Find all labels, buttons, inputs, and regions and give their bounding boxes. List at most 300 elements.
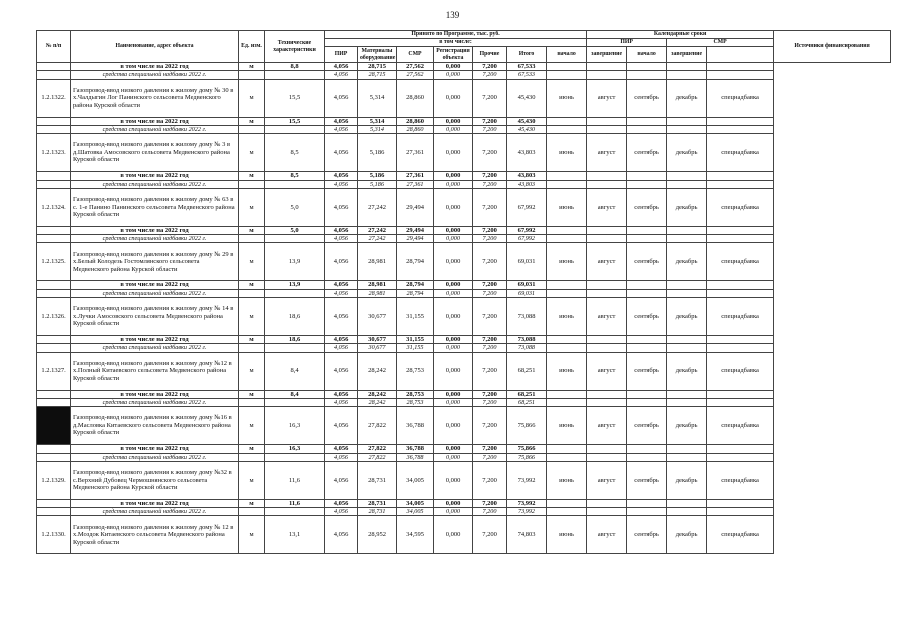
total-cell: 68,251 xyxy=(507,399,547,407)
other-cell: 7,200 xyxy=(473,126,507,134)
object-row xyxy=(37,134,891,172)
empty-cell xyxy=(265,289,325,297)
reg-cell: 0,000 xyxy=(434,117,473,125)
smr-start-cell: сентябрь xyxy=(627,407,667,445)
reg-cell: 0,000 xyxy=(434,297,473,335)
empty-cell xyxy=(707,453,774,461)
reg-cell: 0,000 xyxy=(434,235,473,243)
unit-cell: м xyxy=(239,243,265,281)
fund-label: средства специальной надбавки 2022 г. xyxy=(71,453,239,461)
table-header xyxy=(37,31,891,63)
empty-cell xyxy=(547,445,587,453)
mat-cell: 28,715 xyxy=(358,71,397,79)
header-smr-start: начало xyxy=(627,47,667,63)
smr-start-cell: сентябрь xyxy=(627,352,667,390)
pir-end-cell: август xyxy=(587,134,627,172)
empty-cell xyxy=(587,499,627,507)
empty-cell xyxy=(627,289,667,297)
pir-cell: 4,056 xyxy=(325,226,358,234)
empty-cell xyxy=(37,226,71,234)
empty-cell xyxy=(667,63,707,71)
object-row xyxy=(37,243,891,281)
empty-cell xyxy=(707,226,774,234)
pir-end-cell: август xyxy=(587,188,627,226)
unit-cell: м xyxy=(239,226,265,234)
fund-label: средства специальной надбавки 2022 г. xyxy=(71,344,239,352)
pir-end-cell: август xyxy=(587,297,627,335)
smr-end-cell: декабрь xyxy=(667,407,707,445)
redacted-block xyxy=(37,407,71,445)
tech-cell: 13,9 xyxy=(265,281,325,289)
empty-cell xyxy=(587,63,627,71)
smr-cell: 27,361 xyxy=(397,180,434,188)
mat-cell: 28,242 xyxy=(358,390,397,398)
unit-cell: м xyxy=(239,335,265,343)
empty-cell xyxy=(547,499,587,507)
object-row xyxy=(37,461,891,499)
smr-cell: 28,753 xyxy=(397,390,434,398)
empty-cell xyxy=(667,335,707,343)
empty-cell xyxy=(627,180,667,188)
empty-cell xyxy=(265,508,325,516)
total-cell: 75,866 xyxy=(507,445,547,453)
unit-cell: м xyxy=(239,390,265,398)
mat-cell: 5,314 xyxy=(358,117,397,125)
fund-label: средства специальной надбавки 2022 г. xyxy=(71,126,239,134)
empty-cell xyxy=(239,235,265,243)
pir-cell: 4,056 xyxy=(325,134,358,172)
other-cell: 7,200 xyxy=(473,445,507,453)
smr-cell: 36,788 xyxy=(397,407,434,445)
tech-cell: 16,3 xyxy=(265,407,325,445)
year-subtotal-row xyxy=(37,499,891,507)
empty-cell xyxy=(265,344,325,352)
total-cell: 68,251 xyxy=(507,352,547,390)
header-registration: Регистрация объекта xyxy=(434,47,473,63)
total-cell: 68,251 xyxy=(507,390,547,398)
pir-cell: 4,056 xyxy=(325,508,358,516)
empty-cell xyxy=(627,390,667,398)
unit-cell: м xyxy=(239,352,265,390)
smr-cell: 34,005 xyxy=(397,461,434,499)
empty-cell xyxy=(707,63,774,71)
page-number: 139 xyxy=(445,10,460,20)
other-cell: 7,200 xyxy=(473,134,507,172)
smr-cell: 29,494 xyxy=(397,235,434,243)
empty-cell xyxy=(37,508,71,516)
pir-cell: 4,056 xyxy=(325,281,358,289)
pir-start-cell: июнь xyxy=(547,79,587,117)
object-name: Газопровод-ввод низкого давления к жилому дому №12 в х.Полный Китаевского сельсовета Медвенского района Курской области xyxy=(71,352,239,390)
empty-cell xyxy=(37,172,71,180)
smr-end-cell: декабрь xyxy=(667,79,707,117)
empty-cell xyxy=(627,226,667,234)
subtotal-label: в том числе на 2022 год xyxy=(71,117,239,125)
mat-cell: 28,981 xyxy=(358,281,397,289)
empty-cell xyxy=(37,180,71,188)
fund-label: средства специальной надбавки 2022 г. xyxy=(71,235,239,243)
mat-cell: 27,822 xyxy=(358,453,397,461)
total-cell: 67,992 xyxy=(507,226,547,234)
smr-cell: 29,494 xyxy=(397,188,434,226)
total-cell: 45,430 xyxy=(507,117,547,125)
empty-cell xyxy=(587,126,627,134)
source-cell: спецнадбавка xyxy=(707,188,774,226)
empty-cell xyxy=(627,117,667,125)
empty-cell xyxy=(547,235,587,243)
other-cell: 7,200 xyxy=(473,289,507,297)
empty-cell xyxy=(707,71,774,79)
total-cell: 73,992 xyxy=(507,461,547,499)
object-row xyxy=(37,79,891,117)
empty-cell xyxy=(667,499,707,507)
other-cell: 7,200 xyxy=(473,243,507,281)
empty-cell xyxy=(627,63,667,71)
smr-start-cell: сентябрь xyxy=(627,243,667,281)
smr-end-cell: декабрь xyxy=(667,352,707,390)
object-row xyxy=(37,516,891,554)
unit-cell: м xyxy=(239,297,265,335)
subtotal-label: в том числе на 2022 год xyxy=(71,226,239,234)
tech-cell: 15,5 xyxy=(265,117,325,125)
pir-cell: 4,056 xyxy=(325,297,358,335)
smr-end-cell: декабрь xyxy=(667,134,707,172)
pir-cell: 4,056 xyxy=(325,126,358,134)
pir-cell: 4,056 xyxy=(325,390,358,398)
header-calendar: Календарные сроки xyxy=(587,31,774,39)
mat-cell: 30,677 xyxy=(358,297,397,335)
object-name: Газопровод-ввод низкого давления к жилому дому № 14 в х.Лучки Амосовского сельсовета Медвенского района Курской области xyxy=(71,297,239,335)
pir-cell: 4,056 xyxy=(325,180,358,188)
empty-cell xyxy=(239,126,265,134)
mat-cell: 28,242 xyxy=(358,399,397,407)
empty-cell xyxy=(667,117,707,125)
mat-cell: 27,822 xyxy=(358,407,397,445)
empty-cell xyxy=(587,235,627,243)
empty-cell xyxy=(707,508,774,516)
empty-cell xyxy=(707,281,774,289)
reg-cell: 0,000 xyxy=(434,344,473,352)
empty-cell xyxy=(37,344,71,352)
empty-cell xyxy=(667,508,707,516)
header-including: в том числе: xyxy=(325,39,587,47)
smr-end-cell: декабрь xyxy=(667,188,707,226)
source-cell: спецнадбавка xyxy=(707,79,774,117)
unit-cell: м xyxy=(239,134,265,172)
reg-cell: 0,000 xyxy=(434,79,473,117)
total-cell: 43,803 xyxy=(507,180,547,188)
empty-cell xyxy=(627,453,667,461)
empty-cell xyxy=(239,180,265,188)
mat-cell: 28,981 xyxy=(358,289,397,297)
empty-cell xyxy=(37,117,71,125)
other-cell: 7,200 xyxy=(473,297,507,335)
empty-cell xyxy=(627,235,667,243)
total-cell: 73,088 xyxy=(507,344,547,352)
tech-cell: 8,4 xyxy=(265,352,325,390)
empty-cell xyxy=(239,71,265,79)
reg-cell: 0,000 xyxy=(434,516,473,554)
empty-cell xyxy=(707,335,774,343)
tech-cell: 11,6 xyxy=(265,461,325,499)
total-cell: 73,088 xyxy=(507,335,547,343)
object-number: 1.2.1330. xyxy=(37,516,71,554)
header-other: Прочие xyxy=(473,47,507,63)
pir-start-cell: июнь xyxy=(547,188,587,226)
pir-cell: 4,056 xyxy=(325,499,358,507)
empty-cell xyxy=(37,390,71,398)
empty-cell xyxy=(707,399,774,407)
empty-cell xyxy=(239,344,265,352)
smr-cell: 28,860 xyxy=(397,117,434,125)
smr-cell: 28,860 xyxy=(397,79,434,117)
empty-cell xyxy=(547,390,587,398)
object-name: Газопровод-ввод низкого давления к жилому дому № 3 в д.Шатовка Амосовского сельсовета Медвенского района Курской области xyxy=(71,134,239,172)
mat-cell: 5,314 xyxy=(358,79,397,117)
pir-cell: 4,056 xyxy=(325,289,358,297)
empty-cell xyxy=(265,180,325,188)
empty-cell xyxy=(547,63,587,71)
reg-cell: 0,000 xyxy=(434,461,473,499)
pir-end-cell: август xyxy=(587,407,627,445)
pir-start-cell: июнь xyxy=(547,516,587,554)
other-cell: 7,200 xyxy=(473,188,507,226)
special-fund-row xyxy=(37,453,891,461)
header-accepted: Принято по Программе, тыс. руб. xyxy=(325,31,587,39)
total-cell: 69,031 xyxy=(507,281,547,289)
source-cell: спецнадбавка xyxy=(707,352,774,390)
header-pir-end: завершение xyxy=(587,47,627,63)
total-cell: 74,803 xyxy=(507,516,547,554)
tech-cell: 5,0 xyxy=(265,226,325,234)
mat-cell: 5,186 xyxy=(358,134,397,172)
empty-cell xyxy=(37,453,71,461)
special-fund-row xyxy=(37,180,891,188)
other-cell: 7,200 xyxy=(473,516,507,554)
smr-cell: 27,562 xyxy=(397,63,434,71)
pir-end-cell: август xyxy=(587,352,627,390)
other-cell: 7,200 xyxy=(473,344,507,352)
tech-cell: 8,5 xyxy=(265,134,325,172)
mat-cell: 30,677 xyxy=(358,344,397,352)
empty-cell xyxy=(707,117,774,125)
empty-cell xyxy=(587,117,627,125)
source-cell: спецнадбавка xyxy=(707,297,774,335)
reg-cell: 0,000 xyxy=(434,499,473,507)
empty-cell xyxy=(627,335,667,343)
total-cell: 75,866 xyxy=(507,407,547,445)
tech-cell: 13,9 xyxy=(265,243,325,281)
pir-end-cell: август xyxy=(587,243,627,281)
total-cell: 75,866 xyxy=(507,453,547,461)
smr-cell: 28,860 xyxy=(397,126,434,134)
object-name: Газопровод-ввод низкого давления к жилому дому №32 в с.Верхний Дубовец Чермошнянского сельсовета Медвенского района Курской области xyxy=(71,461,239,499)
header-materials: Материалы оборудование xyxy=(358,47,397,63)
source-cell: спецнадбавка xyxy=(707,516,774,554)
smr-start-cell: сентябрь xyxy=(627,134,667,172)
pir-cell: 4,056 xyxy=(325,243,358,281)
object-number: 1.2.1322. xyxy=(37,79,71,117)
pir-cell: 4,056 xyxy=(325,516,358,554)
object-row xyxy=(37,407,891,445)
pir-cell: 4,056 xyxy=(325,352,358,390)
empty-cell xyxy=(547,71,587,79)
empty-cell xyxy=(587,281,627,289)
other-cell: 7,200 xyxy=(473,71,507,79)
pir-cell: 4,056 xyxy=(325,344,358,352)
pir-end-cell: август xyxy=(587,461,627,499)
smr-cell: 31,155 xyxy=(397,335,434,343)
empty-cell xyxy=(265,235,325,243)
pir-cell: 4,056 xyxy=(325,461,358,499)
empty-cell xyxy=(627,172,667,180)
empty-cell xyxy=(667,226,707,234)
source-cell: спецнадбавка xyxy=(707,407,774,445)
empty-cell xyxy=(707,180,774,188)
empty-cell xyxy=(37,281,71,289)
total-cell: 67,992 xyxy=(507,188,547,226)
smr-start-cell: сентябрь xyxy=(627,79,667,117)
fund-label: средства специальной надбавки 2022 г. xyxy=(71,289,239,297)
reg-cell: 0,000 xyxy=(434,226,473,234)
empty-cell xyxy=(707,235,774,243)
tech-cell: 18,6 xyxy=(265,335,325,343)
other-cell: 7,200 xyxy=(473,352,507,390)
mat-cell: 28,242 xyxy=(358,352,397,390)
empty-cell xyxy=(667,172,707,180)
header-source: Источники финансирования xyxy=(774,31,891,63)
mat-cell: 28,731 xyxy=(358,508,397,516)
pir-cell: 4,056 xyxy=(325,63,358,71)
header-cal-smr: СМР xyxy=(667,39,774,47)
tech-cell: 8,4 xyxy=(265,390,325,398)
object-number: 1.2.1327. xyxy=(37,352,71,390)
empty-cell xyxy=(587,344,627,352)
pir-end-cell: август xyxy=(587,79,627,117)
object-name: Газопровод-ввод низкого давления к жилому дому № 12 в х.Моздок Китаевского сельсовета Медвенского района Курской области xyxy=(71,516,239,554)
source-cell: спецнадбавка xyxy=(707,461,774,499)
empty-cell xyxy=(547,226,587,234)
year-subtotal-row xyxy=(37,445,891,453)
unit-cell: м xyxy=(239,172,265,180)
pir-cell: 4,056 xyxy=(325,335,358,343)
empty-cell xyxy=(547,180,587,188)
empty-cell xyxy=(587,71,627,79)
subtotal-label: в том числе на 2022 год xyxy=(71,390,239,398)
total-cell: 45,430 xyxy=(507,126,547,134)
unit-cell: м xyxy=(239,461,265,499)
empty-cell xyxy=(627,399,667,407)
unit-cell: м xyxy=(239,281,265,289)
mat-cell: 27,242 xyxy=(358,188,397,226)
source-cell: спецнадбавка xyxy=(707,134,774,172)
mat-cell: 5,186 xyxy=(358,172,397,180)
pir-cell: 4,056 xyxy=(325,117,358,125)
year-subtotal-row xyxy=(37,63,891,71)
empty-cell xyxy=(587,399,627,407)
header-smr: СМР xyxy=(397,47,434,63)
empty-cell xyxy=(547,344,587,352)
empty-cell xyxy=(707,289,774,297)
mat-cell: 28,952 xyxy=(358,516,397,554)
object-number: 1.2.1324. xyxy=(37,188,71,226)
other-cell: 7,200 xyxy=(473,281,507,289)
empty-cell xyxy=(587,453,627,461)
empty-cell xyxy=(547,126,587,134)
empty-cell xyxy=(37,289,71,297)
empty-cell xyxy=(547,281,587,289)
other-cell: 7,200 xyxy=(473,63,507,71)
empty-cell xyxy=(707,499,774,507)
fund-label: средства специальной надбавки 2022 г. xyxy=(71,71,239,79)
year-subtotal-row xyxy=(37,335,891,343)
tech-cell: 18,6 xyxy=(265,297,325,335)
empty-cell xyxy=(667,344,707,352)
empty-cell xyxy=(587,180,627,188)
object-number: 1.2.1325. xyxy=(37,243,71,281)
header-smr-end: завершение xyxy=(667,47,707,63)
smr-cell: 31,155 xyxy=(397,297,434,335)
mat-cell: 5,314 xyxy=(358,126,397,134)
unit-cell: м xyxy=(239,117,265,125)
special-fund-row xyxy=(37,126,891,134)
reg-cell: 0,000 xyxy=(434,243,473,281)
empty-cell xyxy=(547,399,587,407)
reg-cell: 0,000 xyxy=(434,453,473,461)
empty-cell xyxy=(707,172,774,180)
smr-end-cell: декабрь xyxy=(667,297,707,335)
year-subtotal-row xyxy=(37,226,891,234)
empty-cell xyxy=(239,508,265,516)
source-cell: спецнадбавка xyxy=(707,243,774,281)
empty-cell xyxy=(667,453,707,461)
pir-start-cell: июнь xyxy=(547,352,587,390)
reg-cell: 0,000 xyxy=(434,289,473,297)
mat-cell: 28,981 xyxy=(358,243,397,281)
tech-cell: 8,5 xyxy=(265,172,325,180)
header-total: Итого xyxy=(507,47,547,63)
unit-cell: м xyxy=(239,188,265,226)
empty-cell xyxy=(667,71,707,79)
pir-start-cell: июнь xyxy=(547,243,587,281)
object-number: 1.2.1329. xyxy=(37,461,71,499)
object-row xyxy=(37,352,891,390)
reg-cell: 0,000 xyxy=(434,134,473,172)
mat-cell: 28,731 xyxy=(358,461,397,499)
total-cell: 43,803 xyxy=(507,134,547,172)
empty-cell xyxy=(587,226,627,234)
empty-cell xyxy=(265,453,325,461)
smr-cell: 29,494 xyxy=(397,226,434,234)
total-cell: 73,088 xyxy=(507,297,547,335)
other-cell: 7,200 xyxy=(473,226,507,234)
other-cell: 7,200 xyxy=(473,508,507,516)
empty-cell xyxy=(37,499,71,507)
reg-cell: 0,000 xyxy=(434,508,473,516)
tech-cell: 8,8 xyxy=(265,63,325,71)
empty-cell xyxy=(627,281,667,289)
header-name: Наименование, адрес объекта xyxy=(71,31,239,63)
tech-cell: 16,3 xyxy=(265,445,325,453)
empty-cell xyxy=(667,281,707,289)
mat-cell: 28,715 xyxy=(358,63,397,71)
program-table xyxy=(36,30,891,554)
smr-cell: 28,753 xyxy=(397,352,434,390)
year-subtotal-row xyxy=(37,117,891,125)
tech-cell: 11,6 xyxy=(265,499,325,507)
pir-cell: 4,056 xyxy=(325,445,358,453)
object-name: Газопровод-ввод низкого давления к жилому дому № 30 в х.Чалдыгин Лог Панинского сельсовета Медвенского района Курской области xyxy=(71,79,239,117)
